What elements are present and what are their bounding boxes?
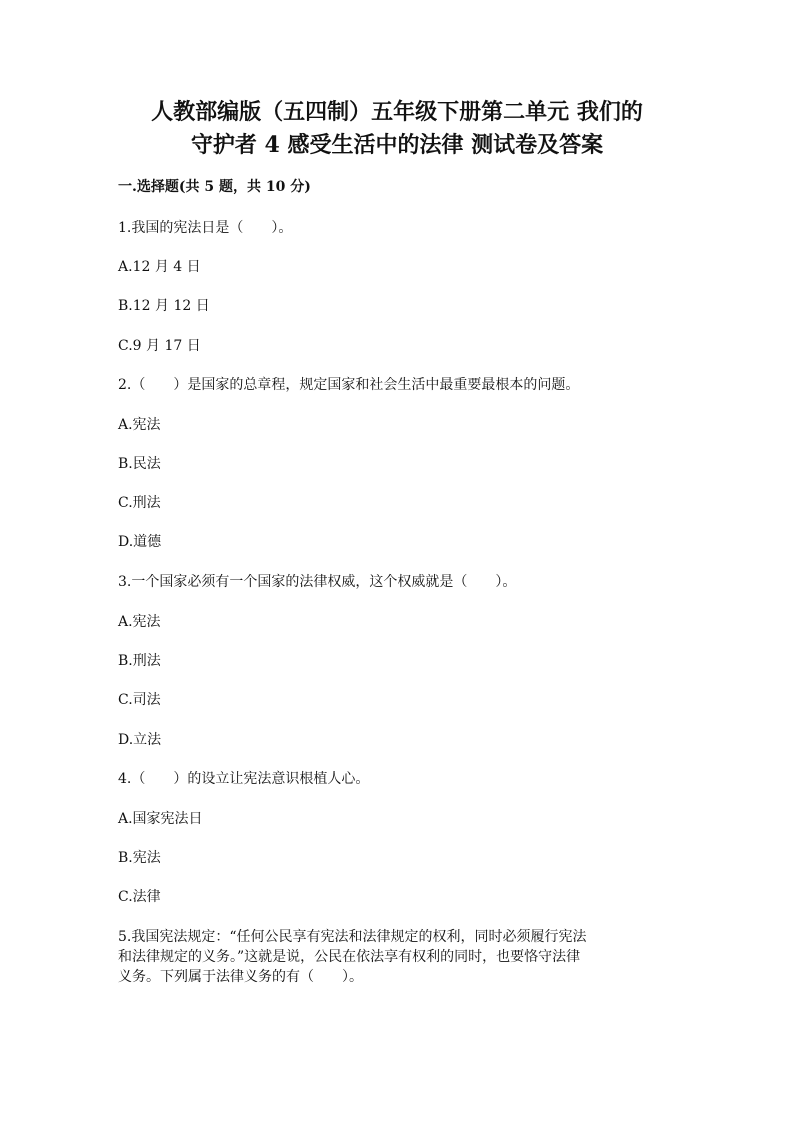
question-3-option-a: A.宪法	[118, 614, 161, 630]
section-header: 一.选择题(共 5 题，共 10 分)	[118, 179, 311, 195]
question-1-option-c: C.9 月 17 日	[118, 338, 201, 354]
question-4-option-a: A.国家宪法日	[118, 811, 203, 827]
question-5-stem-line-1: 5.我国宪法规定：“任何公民享有宪法和法律规定的权利，同时必须履行宪法	[118, 929, 587, 945]
question-3-option-b: B.刑法	[118, 653, 161, 669]
question-2-option-a: A.宪法	[118, 417, 161, 433]
question-1-option-b: B.12 月 12 日	[118, 298, 210, 314]
question-1-stem: 1.我国的宪法日是（ ）。	[118, 220, 293, 236]
question-5-stem-line-2: 和法律规定的义务。”这就是说，公民在依法享有权利的同时，也要恪守法律	[118, 949, 581, 965]
question-2-option-b: B.民法	[118, 456, 161, 472]
document-title-line-1: 人教部编版（五四制）五年级下册第二单元 我们的	[151, 99, 643, 125]
document-title-line-2: 守护者 4 感受生活中的法律 测试卷及答案	[190, 132, 604, 158]
question-5-stem	[118, 927, 678, 987]
question-4-option-c: C.法律	[118, 889, 161, 905]
question-2-stem: 2.（ ）是国家的总章程，规定国家和社会生活中最重要最根本的问题。	[118, 377, 580, 393]
question-3-option-c: C.司法	[118, 692, 161, 708]
question-1-option-a: A.12 月 4 日	[118, 259, 201, 275]
question-4-option-b: B.宪法	[118, 850, 161, 866]
question-2-option-d: D.道德	[118, 534, 162, 550]
question-4-stem: 4.（ ）的设立让宪法意识根植人心。	[118, 771, 370, 787]
question-5-stem-line-3: 义务。下列属于法律义务的有（ ）。	[118, 969, 363, 985]
question-3-stem: 3.一个国家必须有一个国家的法律权威，这个权威就是（ ）。	[118, 574, 517, 590]
question-3-option-d: D.立法	[118, 732, 162, 748]
question-2-option-c: C.刑法	[118, 495, 161, 511]
